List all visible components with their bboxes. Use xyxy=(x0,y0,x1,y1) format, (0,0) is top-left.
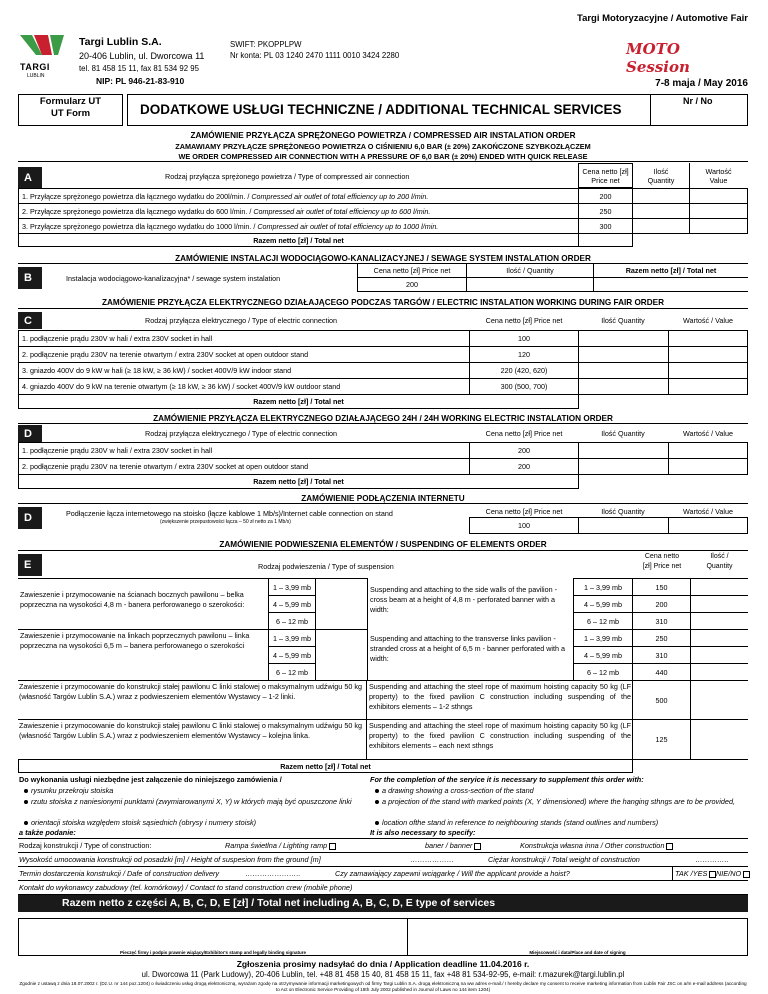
section-e-g1-w1: 1 – 3,99 mb xyxy=(268,578,316,596)
hoist-no-option[interactable]: NIE/NO xyxy=(716,869,750,878)
section-a-val-2[interactable] xyxy=(689,203,748,219)
section-b-item: Instalacja wodociągowo-kanalizacyjna* / sewage system instalation xyxy=(66,274,281,283)
req-pl-item-2: rzutu stoiska z naniesionymi punktami (zwymiarowanymi X, Y) w których mają być opuszczone linki xyxy=(24,797,364,807)
banner-option[interactable]: baner / banner xyxy=(425,841,481,850)
section-c-row-2: 2. podłączenie prądu 230V na terenie otwartym / extra 230V socket at open outdoor stand xyxy=(18,346,470,363)
section-e-g2-pl: Zawieszenie i przymocowanie na linkach poprzecznych pawilonu – linka poprzeczna na wysokości 6,5 m – banera perforowanego o szerokości xyxy=(20,631,250,650)
section-a-total-blank xyxy=(578,233,633,247)
section-a-qty-2[interactable] xyxy=(632,203,690,219)
section-e-total-label: Razem netto [zł] / Total net xyxy=(18,759,633,773)
moto-session-logo: MOTO Session xyxy=(626,40,690,76)
section-c-price-1: 100 xyxy=(469,330,579,347)
section-e-r2-qty[interactable] xyxy=(690,719,748,760)
section-e-g1-p2: 200 xyxy=(632,595,691,613)
section-e-g2-q2[interactable] xyxy=(690,646,748,664)
section-a-col-price: Cena netto [zł] Price net xyxy=(578,163,633,188)
section-d2-item-note: (zwiększenie przepustowości łącza – 50 zł netto za 1 Mb/s) xyxy=(160,519,291,525)
section-e-g1-p3: 310 xyxy=(632,612,691,630)
section-a-val-1[interactable] xyxy=(689,188,748,204)
hoist-question: Czy zamawiający zapewni wciągarkę / Will the applicant provide a hoist? xyxy=(335,869,570,878)
construction-type-label: Rodzaj konstrukcji / Type of construction: xyxy=(19,841,152,850)
bank-account: Nr konta: PL 03 1240 2470 1111 0010 3424 2280 xyxy=(230,51,400,60)
section-c-row-1: 1. podłączenie prądu 230V w hali / extra 230V socket in hall xyxy=(18,330,470,347)
legal-consent: Zgodnie z ustawą z dnia 18.07.2002 r. (Dz.U. nr 144 poz.1204) o świadczeniu usług drogą elektroniczną, wyrażam zgodę na otrzymywanie informacji marketingowych od firmy Targi Lublin S.A. drogą elektroniczną na ww adres e-mail./ I hereby declare my consent to receive marketing information from Lublin Fair JSC on a/m e-mail address (according to Act on Electronic Service Providing of 18th July 2002 published in Journal of Laws no 144 item 1204) xyxy=(19,981,747,992)
section-c-letter: C xyxy=(18,312,42,329)
section-d1-qty-2[interactable] xyxy=(578,458,669,475)
section-e-title: ZAMÓWIENIE PODWIESZENIA ELEMENTÓW / SUSPENDING OF ELEMENTS ORDER xyxy=(219,540,547,549)
place-date-label: Miejscowość i data/Place and date of signing xyxy=(529,950,626,955)
section-c-col-qty: Ilość Quantity xyxy=(601,316,645,325)
section-c-val-3[interactable] xyxy=(668,362,748,379)
delivery-date-field[interactable]: ………………….. xyxy=(245,869,301,878)
section-d1-total-label: Razem netto [zł] / Total net xyxy=(18,474,579,489)
section-c-qty-3[interactable] xyxy=(578,362,669,379)
company-address: 20-406 Lublin, ul. Dworcowa 11 xyxy=(79,51,205,61)
section-b-col-price: Cena netto [zł] Price net xyxy=(357,264,467,278)
section-e-g2-w3: 6 – 12 mb xyxy=(268,663,316,681)
section-d2-qty[interactable] xyxy=(578,517,669,534)
section-d1-val-2[interactable] xyxy=(668,458,748,475)
section-e-r2-price: 125 xyxy=(632,719,691,760)
section-a-price-1: 200 xyxy=(578,188,633,204)
company-nip: NIP: PL 946-21-83-910 xyxy=(96,76,185,86)
stamp-signature-label: Pieczęć firmy i podpis prawnie wiążący/Exhibitor's stamp and legally binding signature xyxy=(119,950,307,955)
section-c-val-1[interactable] xyxy=(668,330,748,347)
event-dates: 7-8 maja / May 2016 xyxy=(655,78,748,89)
section-e-g2-wen1: 1 – 3,99 mb xyxy=(573,629,633,647)
banner-checkbox[interactable] xyxy=(474,843,481,850)
section-e-r2-pl: Zawieszenie i przymocowanie do konstrukcji stałej pawilonu C linki stalowej o maksymalnym udźwigu 50 kg (własność Targów Lublin S.A.) wraz z podwieszeniem elementów Wystawcy – kolejna linka. xyxy=(19,721,362,740)
section-a-price-3: 300 xyxy=(578,218,633,234)
section-c-qty-1[interactable] xyxy=(578,330,669,347)
section-e-g1-wen2: 4 – 5,99 mb xyxy=(573,595,633,613)
page-title: DODATKOWE USŁUGI TECHNICZNE / ADDITIONAL TECHNICAL SERVICES xyxy=(140,102,622,117)
section-a-col-type: Rodzaj przyłącza sprężonego powietrza / Type of compressed air connection xyxy=(165,172,410,181)
section-e-g2-w2: 4 – 5,99 mb xyxy=(268,646,316,664)
section-e-col-qty: Ilość / Quantity xyxy=(706,553,733,570)
section-e-g2-wen3: 6 – 12 mb xyxy=(573,663,633,681)
section-c-price-4: 300 (500, 700) xyxy=(469,378,579,395)
section-d1-price-2: 200 xyxy=(469,458,579,475)
section-e-g2-p3: 440 xyxy=(632,663,691,681)
section-e-r2-en: Suspending and attaching the steel rope of maximum hoisting capacity 50 kg (LF property) to the fixed pavilion C construction including suspending of the exhibitors elements – each next sthngs xyxy=(369,721,631,750)
req-pl-item-3: orientacji stoiska względem stoisk sąsiednich (obrysy i numery stoisk) xyxy=(24,818,256,827)
section-a-sub2: WE ORDER COMPRESSED AIR CONNECTION WITH A PRESSURE OF 6,0 BAR (± 20%) ENDED WITH QUICK RELEASE xyxy=(178,152,588,161)
lighting-ramp-checkbox[interactable] xyxy=(329,843,336,850)
contact-label: Kontakt do wykonawcy zabudowy (tel. komórkowy) / Contact to stand construction crew (mobile phone) xyxy=(19,883,353,892)
section-e-g2-en: Suspending and attaching to the transverse links pavilion - stranded cross at a height of 6,5 m - banner perforated with a width: xyxy=(370,634,565,663)
section-d1-row-2: 2. podłączenie prądu 230V na terenie otwartym / extra 230V socket at open outdoor stand xyxy=(18,458,470,475)
section-e-r1-price: 500 xyxy=(632,680,691,720)
section-e-g2-p2: 310 xyxy=(632,646,691,664)
section-e-g1-wen3: 6 – 12 mb xyxy=(573,612,633,630)
section-e-g1-pl: Zawieszenie i przymocowanie na ścianach bocznych pawilonu – belka poprzeczna na wysokości 4,8 m - banera perforowanego o szerokości: xyxy=(20,590,245,609)
targi-logo xyxy=(18,33,66,63)
section-a-col-qty: Ilość Quantity xyxy=(632,163,690,188)
req-en-also: It is also necessary to specify: xyxy=(370,828,476,837)
section-a-row-3: 3. Przyłącze sprężonego powietrza dla łącznego wydatku do 1000 l/min. / Compressed air outlet of total efficiency up to 1000 l/min. xyxy=(18,218,579,234)
section-c-val-4[interactable] xyxy=(668,378,748,395)
section-c-col-price: Cena netto [zł] Price net xyxy=(485,316,563,325)
section-b-qty[interactable] xyxy=(466,277,594,292)
section-c-qty-2[interactable] xyxy=(578,346,669,363)
section-c-row-4: 4. gniazdo 400V do 9 kW na terenie otwartym (≥ 18 kW, ≥ 36 kW) / socket 400V/9 kW outdoor stand xyxy=(18,378,470,395)
section-b-price: 200 xyxy=(357,277,467,292)
section-e-g1-q2[interactable] xyxy=(690,595,748,613)
section-d1-price-1: 200 xyxy=(469,442,579,459)
section-e-g1-w2: 4 – 5,99 mb xyxy=(268,595,316,613)
section-d2-col-qty: Ilość Quantity xyxy=(601,507,645,516)
section-c-total-label: Razem netto [zł] / Total net xyxy=(18,394,579,409)
section-d2-price: 100 xyxy=(469,517,579,534)
section-e-g1-q1[interactable] xyxy=(690,578,748,596)
section-a-qty-3[interactable] xyxy=(632,218,690,234)
weight-label: Ciężar konstrukcji / Total weight of construction xyxy=(488,855,640,864)
section-e-g1-en: Suspending and attaching to the side walls of the pavilion - cross beam at a height of 4,8 m - perforated banner with a width: xyxy=(370,585,557,614)
section-d1-title: ZAMÓWIENIE PRZYŁĄCZA ELEKTRYCZNEGO DZIAŁAJĄCEGO 24H / 24H WORKING ELECTRIC INSTALATION ORDER xyxy=(153,414,613,423)
section-e-r1-en: Suspending and attaching the steel rope of maximum hoisting capacity 50 kg (LF property) to the fixed pavilion C construction including suspending of the exhibitors elements – 1-2 sthngs xyxy=(369,682,631,711)
section-b-title: ZAMÓWIENIE INSTALACJI WODOCIĄGOWO-KANALIZACYJNEJ / SEWAGE SYSTEM INSTALATION ORDER xyxy=(175,254,591,263)
section-a-row-2: 2. Przyłącze sprężonego powietrza dla łącznego wydatku do 600 l/min. / Compressed air outlet of total efficiency up to 600 l/min. xyxy=(18,203,579,219)
section-b-total[interactable] xyxy=(593,277,748,292)
section-e-g2-q1[interactable] xyxy=(690,629,748,647)
section-a-sub1: ZAMAWIAMY PRZYŁĄCZE SPRĘŻONEGO POWIETRZA O CIŚNIENIU 6,0 BAR (± 20%) ZAKOŃCZONE SZYBKOZŁĄCZEM xyxy=(175,142,591,151)
section-d1-col-price: Cena netto [zł] Price net xyxy=(485,429,563,438)
section-e-g2-wen2: 4 – 5,99 mb xyxy=(573,646,633,664)
logo-text: TARGI xyxy=(20,62,50,72)
section-e-g2-q3[interactable] xyxy=(690,663,748,681)
section-a-title: ZAMÓWIENIE PRZYŁĄCZA SPRĘŻONEGO POWIETRZA / COMPRESSED AIR INSTALATION ORDER xyxy=(190,131,576,140)
section-e-g1-q3[interactable] xyxy=(690,612,748,630)
fair-name: Targi Motoryzacyjne / Automotive Fair xyxy=(576,13,748,24)
deadline-text: Zgłoszenia prosimy nadsyłać do dnia / Application deadline 11.04.2016 r. xyxy=(236,959,530,969)
section-c-col-type: Rodzaj przyłącza elektrycznego / Type of electric connection xyxy=(145,316,338,325)
req-en-item-1: a drawing showing a cross-section of the stand xyxy=(375,786,534,795)
section-e-r1-qty[interactable] xyxy=(690,680,748,720)
req-en-item-3: location ofthe stand in reference to neighbouring stands (stand outlines and numbers) xyxy=(375,818,658,827)
section-c-title: ZAMÓWIENIE PRZYŁĄCZA ELEKTRYCZNEGO DZIAŁAJĄCEGO PODCZAS TARGÓW / ELECTRIC INSTALATION WORKING DURING FAIR ORDER xyxy=(101,298,665,307)
section-d1-col-val: Wartość / Value xyxy=(683,429,733,438)
section-e-g1-p1: 150 xyxy=(632,578,691,596)
req-pl-head: Do wykonania usługi niezbędne jest załączenie do niniejszego zamówienia / xyxy=(19,775,282,784)
section-a-letter: A xyxy=(18,167,42,189)
req-pl-item-1: rysunku przekroju stoiska xyxy=(24,786,113,795)
section-e-col-price: Cena netto [zł] Price net xyxy=(642,553,682,570)
hoist-yes-option[interactable]: TAK /YES xyxy=(675,869,716,878)
summary-total-label: Razem netto z części A, B, C, D, E [zł] / Total net including A, B, C, D, E type of services xyxy=(62,897,496,909)
section-c-row-3: 3. gniazdo 400V do 9 kW w hali (≥ 18 kW, ≥ 36 kW) / socket 400V/9 kW indoor stand xyxy=(18,362,470,379)
section-d2-col-val: Wartość / Value xyxy=(683,507,733,516)
section-e-letter: E xyxy=(18,554,42,576)
section-d1-row-1: 1. podłączenie prądu 230V w hali / extra 230V socket in hall xyxy=(18,442,470,459)
section-d2-title: ZAMÓWIENIE PODŁĄCZENIA INTERNETU xyxy=(301,494,465,503)
section-e-col-type: Rodzaj podwieszenia / Type of suspension xyxy=(258,562,394,571)
logo-subtext: LUBLIN xyxy=(27,73,45,79)
delivery-date-label: Termin dostarczenia konstrukcji / Dafe of construction delivery xyxy=(19,869,220,878)
section-e-g2-w1: 1 – 3,99 mb xyxy=(268,629,316,647)
req-en-head: For the completion of the seryice it is necessary to supplement this order with: xyxy=(370,775,644,784)
other-construction-option[interactable]: Konstrukcja własna inna / Other construction xyxy=(520,841,673,850)
height-label: Wysokość umocowania konstrukcji od posadzki [m] / Height of suspesion from the ground [m] xyxy=(19,855,321,864)
section-b-col-qty: Ilość / Quantity xyxy=(466,264,594,278)
company-phone: tel. 81 458 15 11, fax 81 534 92 95 xyxy=(79,64,199,73)
other-construction-checkbox[interactable] xyxy=(666,843,673,850)
section-a-row-1: 1. Przyłącze sprężonego powietrza dla łącznego wydatku do 200l/min. / Compressed air outlet of total efficiency up to 200 l/min. xyxy=(18,188,579,204)
section-a-val-3[interactable] xyxy=(689,218,748,234)
section-c-price-3: 220 (420, 620) xyxy=(469,362,579,379)
req-pl-also: a także podanie: xyxy=(19,828,76,837)
height-field[interactable]: ……………… xyxy=(410,855,454,864)
weight-field[interactable]: ………….. xyxy=(695,855,729,864)
section-a-col-val: Wartość Value xyxy=(705,166,732,185)
form-label: Formularz UT UT Form xyxy=(39,96,102,119)
section-e-g1-blank[interactable] xyxy=(315,578,368,630)
req-en-item-2: a projection of the stand with marked points (X, Y dimensioned) where the hanging sthngs are to be provided, xyxy=(375,797,747,807)
section-e-r1-pl: Zawieszenie i przymocowanie do konstrukcji stałej pawilonu C linki stalowej o maksymalnym udźwigu 50 kg (własność Targów Lublin S.A.) wraz z podwieszeniem elementów Wystawcy – 1-2 linki. xyxy=(19,682,362,701)
section-e-g2-p1: 250 xyxy=(632,629,691,647)
section-a-price-2: 250 xyxy=(578,203,633,219)
section-c-price-2: 120 xyxy=(469,346,579,363)
section-c-qty-4[interactable] xyxy=(578,378,669,395)
section-d1-letter: D xyxy=(18,425,42,442)
section-d2-col-price: Cena netto [zł] Price net xyxy=(485,507,563,516)
number-field[interactable]: Nr / No xyxy=(683,96,713,106)
swift-code: SWIFT: PKOPPLPW xyxy=(230,40,302,49)
section-d1-col-qty: Ilość Quantity xyxy=(601,429,645,438)
section-b-col-total: Razem netto [zł] / Total net xyxy=(593,264,748,278)
section-d1-val-1[interactable] xyxy=(668,442,748,459)
section-e-g2-blank[interactable] xyxy=(315,629,368,681)
section-d1-col-type: Rodzaj przyłącza elektrycznego / Type of electric connection xyxy=(145,429,338,438)
section-c-col-val: Wartość / Value xyxy=(683,316,733,325)
section-b-letter: B xyxy=(18,267,42,289)
section-d1-qty-1[interactable] xyxy=(578,442,669,459)
section-a-total-label: Razem netto [zł] / Total net xyxy=(18,233,579,247)
section-d2-item: Podłączenie łącza internetowego na stoisko (łącze kablowe 1 Mb/s)/Internet cable connection on stand xyxy=(66,509,393,518)
section-e-g1-wen1: 1 – 3,99 mb xyxy=(573,578,633,596)
section-a-qty-1[interactable] xyxy=(632,188,690,204)
hoist-no-checkbox[interactable] xyxy=(743,871,750,878)
section-d2-letter: D xyxy=(18,507,42,529)
section-d2-val[interactable] xyxy=(668,517,748,534)
section-e-g1-w3: 6 – 12 mb xyxy=(268,612,316,630)
footer-contact: ul. Dworcowa 11 (Park Ludowy), 20-406 Lublin, tel. +48 81 458 15 40, 81 458 15 11, fax +48 81 534-92-95, e-mail: r.mazurek@targi.lublin.pl xyxy=(141,970,625,979)
company-name: Targi Lublin S.A. xyxy=(79,36,162,48)
lighting-ramp-option[interactable]: Rampa świetlna / Lighting ramp xyxy=(225,841,336,850)
section-c-val-2[interactable] xyxy=(668,346,748,363)
